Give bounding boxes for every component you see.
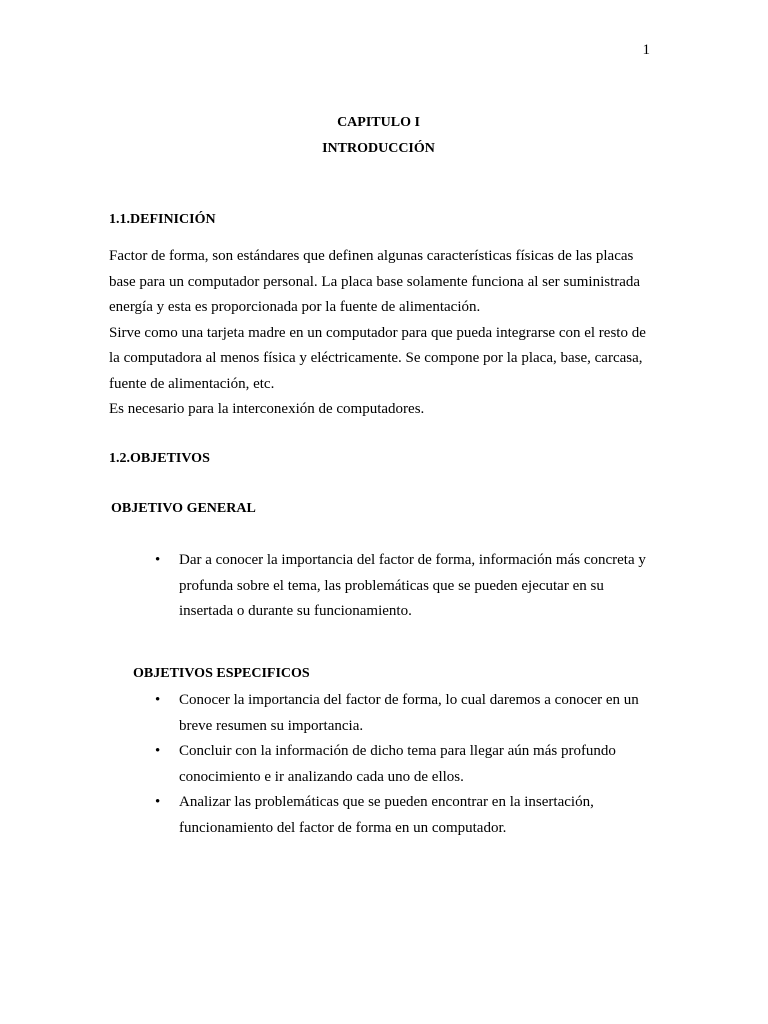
bullet-icon: • bbox=[155, 794, 161, 810]
list-item bbox=[150, 790, 650, 841]
list-item-text: Dar a conocer la importancia del factor de forma, información más concreta y profunda sobre el tema, las problemáticas que se pueden ejecutar en su insertada o durante su funcionamiento. bbox=[179, 552, 646, 619]
specific-objectives-heading: OBJETIVOS ESPECIFICOS bbox=[133, 666, 310, 681]
chapter-title-block bbox=[0, 110, 757, 162]
definition-body bbox=[109, 244, 649, 423]
definition-heading: 1.1.DEFINICIÓN bbox=[109, 212, 216, 227]
bullet-icon: • bbox=[155, 552, 161, 568]
list-item bbox=[150, 548, 650, 625]
page-number: 1 bbox=[642, 42, 650, 58]
list-item-text: Conocer la importancia del factor de forma, lo cual daremos a conocer en un breve resumen su importancia. bbox=[179, 692, 639, 734]
list-item bbox=[150, 739, 650, 790]
general-objective-heading: OBJETIVO GENERAL bbox=[111, 501, 256, 516]
specific-objectives-list bbox=[150, 688, 650, 841]
objectives-heading: 1.2.OBJETIVOS bbox=[109, 451, 210, 466]
definition-paragraph: Factor de forma, son estándares que definen algunas características físicas de las placas base para un computador personal. La placa base solamente funciona al ser suministrada energía y esta es proporcionada por la fuente de alimentación. bbox=[109, 248, 641, 315]
definition-paragraph: Sirve como una tarjeta madre en un computador para que pueda integrarse con el resto de la computadora al menos física y eléctricamente. Se compone por la placa, base, carcasa, fuente de alimentación, etc. bbox=[109, 324, 646, 392]
bullet-icon: • bbox=[155, 743, 161, 759]
definition-paragraph: Es necesario para la interconexión de computadores. bbox=[109, 401, 425, 417]
chapter-subtitle: INTRODUCCIÓN bbox=[322, 141, 435, 156]
general-objective-list bbox=[150, 548, 650, 625]
chapter-title: CAPITULO I bbox=[337, 115, 420, 130]
list-item-text: Analizar las problemáticas que se pueden encontrar en la insertación, funcionamiento del factor de forma en un computador. bbox=[179, 794, 594, 836]
list-item bbox=[150, 688, 650, 739]
bullet-icon: • bbox=[155, 692, 161, 708]
list-item-text: Concluir con la información de dicho tema para llegar aún más profundo conocimiento e ir analizando cada uno de ellos. bbox=[179, 743, 616, 785]
